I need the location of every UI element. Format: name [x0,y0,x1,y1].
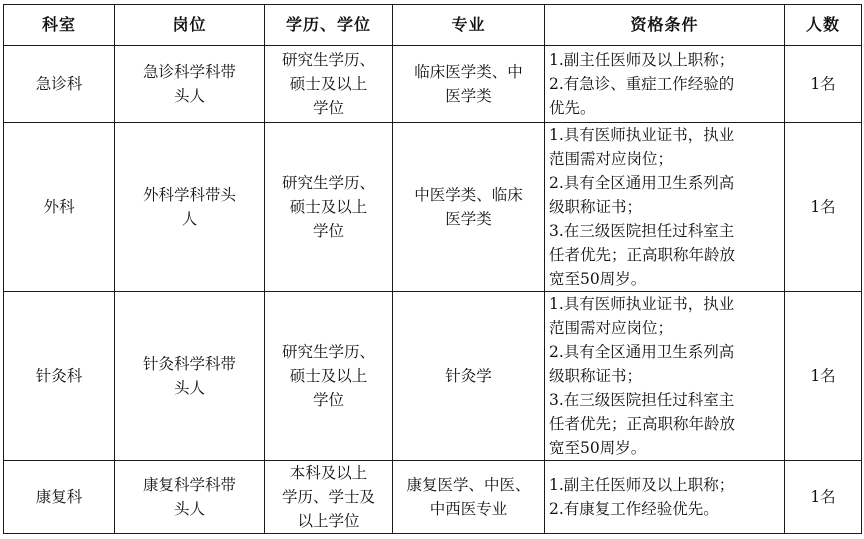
position-line: 康复科学科带 [142,476,236,494]
conditions-cell [545,123,785,292]
position-line: 急诊科学科带 [142,63,236,81]
education-line: 学位 [312,391,344,409]
table-row [4,123,862,292]
education-cell [265,46,393,123]
education-line: 硕士及以上 [289,198,368,216]
condition-line: 级职称证书； [549,198,643,216]
condition-line: 范围需对应岗位； [549,319,674,337]
education-line: 研究生学历、 [281,51,375,69]
condition-line: 宽至50周岁。 [549,439,647,457]
count-cell: 1名 [785,292,862,461]
condition-line: 1.副主任医师及以上职称； [549,476,735,494]
major-line: 针灸学 [445,367,492,385]
position-line: 外科学科带头 [142,186,236,204]
dept-cell: 外科 [4,123,115,292]
education-line: 学历、学士及 [281,488,375,506]
condition-line: 3.在三级医院担任过科室主 [549,222,735,240]
condition-line: 1.具有医师执业证书，执业 [549,126,735,144]
condition-line: 优先。 [549,99,596,117]
position-line: 头人 [173,500,205,518]
condition-line: 3.在三级医院担任过科室主 [549,391,735,409]
major-line: 临床医学类、中 [414,63,523,81]
major-cell [393,292,545,461]
education-line: 学位 [312,222,344,240]
dept-cell: 针灸科 [4,292,115,461]
dept-cell: 康复科 [4,461,115,534]
major-line: 中医学类、临床 [414,186,523,204]
major-line: 医学类 [445,210,492,228]
condition-line: 1.副主任医师及以上职称； [549,51,735,69]
major-line: 医学类 [445,87,492,105]
header-row [4,5,862,46]
major-cell [393,461,545,534]
count-cell: 1名 [785,123,862,292]
major-cell [393,123,545,292]
header-count: 人数 [785,5,862,46]
conditions-cell [545,292,785,461]
condition-line: 范围需对应岗位； [549,150,674,168]
education-line: 以上学位 [297,512,360,530]
header-education: 学历、学位 [265,5,393,46]
condition-line: 2.具有全区通用卫生系列高 [549,174,735,192]
conditions-cell [545,461,785,534]
count-cell: 1名 [785,461,862,534]
condition-line: 级职称证书； [549,367,643,385]
condition-line: 任者优先；正高职称年龄放 [549,246,736,264]
education-line: 硕士及以上 [289,367,368,385]
education-cell [265,292,393,461]
header-dept: 科室 [4,5,115,46]
table-row [4,46,862,123]
header-position: 岗位 [115,5,265,46]
position-line: 针灸科学科带 [142,355,236,373]
condition-line: 2.有急诊、重症工作经验的 [549,75,735,93]
position-cell [115,292,265,461]
position-line: 头人 [173,87,205,105]
major-line: 中西医专业 [429,500,508,518]
major-line: 康复医学、中医、 [406,476,531,494]
header-major: 专业 [393,5,545,46]
condition-line: 2.有康复工作经验优先。 [549,500,719,518]
position-line: 头人 [173,379,205,397]
education-line: 学位 [312,99,344,117]
table-row [4,461,862,534]
education-line: 研究生学历、 [281,343,375,361]
header-conditions: 资格条件 [545,5,785,46]
recruitment-table [3,4,862,534]
condition-line: 1.具有医师执业证书，执业 [549,295,735,313]
condition-line: 任者优先；正高职称年龄放 [549,415,736,433]
position-cell [115,461,265,534]
education-line: 硕士及以上 [289,75,368,93]
education-line: 研究生学历、 [281,174,375,192]
position-line: 人 [181,210,198,228]
count-cell: 1名 [785,46,862,123]
position-cell [115,123,265,292]
conditions-cell [545,46,785,123]
position-cell [115,46,265,123]
education-line: 本科及以上 [289,464,368,482]
education-cell [265,461,393,534]
dept-cell: 急诊科 [4,46,115,123]
condition-line: 2.具有全区通用卫生系列高 [549,343,735,361]
table-row [4,292,862,461]
education-cell [265,123,393,292]
condition-line: 宽至50周岁。 [549,270,647,288]
major-cell [393,46,545,123]
